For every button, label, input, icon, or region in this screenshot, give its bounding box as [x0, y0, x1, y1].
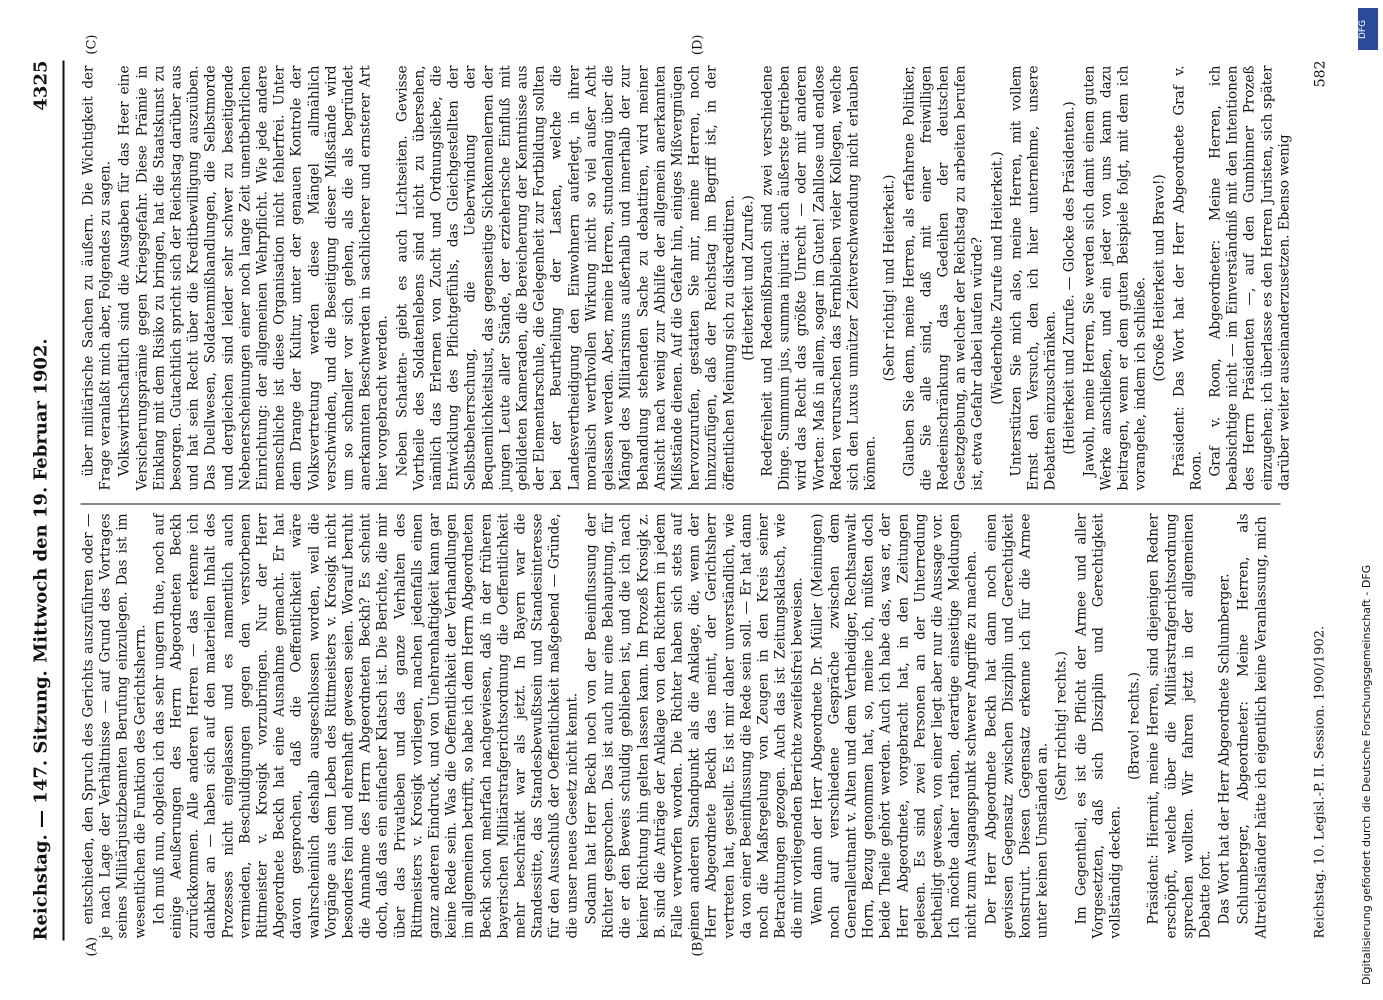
header-left: Reichstag. — 147. Sitzung.	[30, 669, 51, 940]
paragraph: Neben Schatten- giebt es auch Lichtseiten. Gewisse Vortheile des Soldatenlebens sind nicht zu übersehen, nämlich das Erlernen von Zucht und Ordnungsliebe, die Entwicklung des Pflichtgefühls, das Gleichgestellten der Selbstbeherrschung, die Ueberwindung der Bequemlichkeitslust, das gegenseitige Sichkennenlernen der jungen Leute aller Stände, der erzieherische Einfluß mit gebildeten Kameraden, die Bereicherung der Kenntnisse aus der Elementarschule, die Gelegenheit zur Fortbildung sollten bei der Beurtheilung der Lasten, welche die Landesvertheidigung den Einwohnern auferlegt, in ihrer moralisch werthvollen Wirkung nicht so viel außer Acht gelassen werden. Aber, meine Herren, stundenlang über die Mängel des Militarismus außerhalb und innerhalb der zur Behandlung stehenden Sache zu debattiren, wird meiner Ansicht nach wenig zur Abhilfe der allgemein anerkannten Mißstände dienen. Auf die Gefahr hin, einiges Mißvergnügen hervorzurufen, gestatten Sie mir, meine Herren, noch hinzuzufügen, daß der Reichstag im Begriff ist, in der öffentlichen Meinung sich zu diskreditiren.	[393, 65, 737, 490]
paragraph: Der Herr Abgeordnete Beckh hat dann noch einen gewissen Gegensatz zwischen Disziplin und Gerechtigkeit konstruirt. Diesen Gegensatz erkenne ich für die Armee unter keinen Umständen an.	[982, 513, 1051, 938]
column-divider	[80, 503, 1280, 504]
footer-left: Reichstag. 10. Legisl.-P. II. Session. 1900/1902.	[1312, 625, 1327, 938]
header-center: Mittwoch den 19. Februar 1902.	[30, 337, 51, 663]
interjection: (Sehr richtig! rechts.)	[1053, 650, 1070, 801]
header-rule	[62, 60, 64, 940]
paragraph: Schlumberger, Abgeordneter: Meine Herren, als Altreichsländer hätte ich eigentlich keine Veranlassung, mich	[1235, 513, 1269, 938]
paragraph: Das Wort hat der Herr Abgeordnete Schlumberger.	[1216, 572, 1233, 924]
interjection: (Große Heiterkeit und Bravo!)	[1151, 173, 1168, 382]
paragraph: entschieden, den Spruch des Gerichts auszuführen oder — je nach Lage der Verhältnisse — auf Grund des Vortrages seines Militärjustizbeamten Berufung einzulegen. Das ist im wesentlichen die Funktion des Gerichtsherrn.	[80, 513, 148, 938]
margin-letter-d: (D)	[690, 34, 705, 55]
footer-signature-number: 582	[1312, 60, 1328, 87]
digitization-credit: Digitalisierung gefördert durch die Deutsche Forschungsgemeinschaft - DFG	[1360, 564, 1373, 985]
paragraph: Im Gegentheil, es ist die Pflicht der Armee und aller Vorgesetzten, daß sich Disziplin und Gerechtigkeit vollständig decken.	[1072, 513, 1123, 938]
paragraph: Präsident: Das Wort hat der Herr Abgeordnete Graf v. Roon.	[1170, 65, 1204, 490]
right-column	[80, 65, 1295, 490]
paragraph: Volkswirthschaftlich sind die Ausgaben für das Heer eine Versicherungsprämie gegen Kriegsgefahr. Diese Prämie in Einklang mit dem Risiko zu bringen, hat die Staatskunst zu besorgen. Gutachtlich spricht sich der Reichstag darüber aus und hat sein Recht über die Kreditbewilligung auszuüben. Das Duellwesen, Soldatenmißhandlungen, die Selbstmorde und dergleichen sind leider sehr schwer zu beseitigende Nebenerscheinungen einer noch lange Zeit unentbehrlichen Einrichtung: der allgemeinen Wehrpflicht. Wie jede andere menschliche ist diese Organisation nicht fehlerfrei. Unter dem Drange der Kultur, unter der genauen Kontrole der Volksvertretung werden diese Mängel allmählich verschwinden, und die Beseitigung dieser Mißstände wird um so schneller vor sich gehen, als die als begründet anerkannten Beschwerden in sachlicherer und ernsterer Art hier vorgebracht werden.	[116, 65, 391, 490]
paragraph: Präsident: Hiermit, meine Herren, sind diejenigen Redner erschöpft, welche über die Militärstrafgerichtsordnung sprechen wollten. Wir fahren jetzt in der allgemeinen Debatte fort.	[1145, 513, 1213, 938]
interjection: (Sehr richtig! und Heiterkeit.)	[881, 174, 898, 381]
running-header	[30, 60, 60, 940]
margin-letter-a: (A)	[84, 936, 99, 956]
interjection: (Heiterkeit und Zurufe. — Glocke des Präsidenten.)	[1061, 100, 1078, 455]
paragraph: Graf v. Roon, Abgeordneter: Meine Herren, ich beabsichtige nicht — im Einverständniß mit den Intentionen des Herrn Präsidenten —, auf den Gumbinner Prozeß einzugehen; ich überlasse es den Herren Juristen, sich später darüber weiter auseinanderzusetzen. Ebenso wenig	[1207, 65, 1292, 490]
interjection: (Bravo! rechts.)	[1126, 671, 1143, 780]
page-number: 4325	[30, 60, 51, 111]
paragraph: Wenn dann der Herr Abgeordnete Dr. Müller (Meiningen) noch auf verschiedene Gespräche zwischen dem Generalleutnant v. Alten und dem Vertheidiger, Rechtsanwalt Horn, Bezug genommen hat, so, meine ich, müßten doch beide Theile gehört werden. Auch ich habe das, was er, der Herr Abgeordnete, vorgebracht hat, in den Zeitungen gelesen. Es sind zwei Personen an der Unterredung betheiligt gewesen, von einer liegt aber nur die Aussage vor. Ich möchte daher rathen, derartige einseitige Meldungen nicht zum Ausgangspunkt schwerer Angriffe zu machen.	[808, 513, 980, 938]
paragraph: Ich muß nun, obgleich ich das sehr ungern thue, noch auf einige Aeußerungen des Herrn Abgeordneten Beckh zurückkommen. Alle anderen Herren — das erkenne ich dankbar an — haben sich auf den materiellen Inhalt des Prozesses nicht eingelassen und es namentlich auch vermieden, Beschuldigungen gegen den verstorbenen Rittmeister v. Krosigk vorzubringen. Nur der Herr Abgeordnete Beckh hat eine Ausnahme gemacht. Er hat davon gesprochen, daß die Oeffentlichkeit wäre wahrscheinlich deshalb ausgeschlossen worden, weil die Vorgänge aus dem Leben des Rittmeisters v. Krosigk nicht besonders fein und ehrenhaft gewesen seien. Worauf beruht die Annahme des Herrn Abgeordneten Beckh? Es scheint doch, daß das ein einfacher Klatsch ist. Die Berichte, die mir über das Privatleben und das ganze Verhalten des Rittmeisters v. Krosigk vorliegen, machen jedenfalls einen ganz anderen Eindruck, und von Unehrenhaftigkeit kann gar keine Rede sein. Was die Oeffentlichkeit der Verhandlungen im allgemeinen betrifft, so habe ich dem Herrn Abgeordneten Beckh schon mehrfach nachgewiesen, daß in der früheren bayerischen Militärstrafgerichtsordnung die Oeffentlichkeit mehr beschränkt war als jetzt. In Bayern war die Standessitte, das Standesbewußtsein und Standesinteresse für den Ausschluß der Oeffentlichkeit maßgebend — Gründe, die unser neues Gesetz nicht kennt.	[150, 513, 580, 938]
digitization-sidebar	[1356, 10, 1380, 990]
margin-letter-b: (B)	[690, 936, 705, 956]
paragraph: über militärische Sachen zu äußern. Die Wichtigkeit der Frage veranlaßt mich aber, Folgendes zu sagen.	[80, 65, 114, 490]
left-column	[80, 513, 1272, 938]
paragraph: Jawohl, meine Herren, Sie werden sich damit einem guten Werke anschließen, und ein jeder von uns kann dazu beitragen, wenn er dem guten Beispiele folgt, mit dem ich vorangehe, indem ich schließe.	[1080, 65, 1149, 490]
paragraph: Redefreiheit und Redemißbrauch sind zwei verschiedene Dinge. Summum jus, summa injuria: auch äußerste getrieben wird das Recht das größte Unrecht — oder mit anderen Worten: Maß in allem, sogar im Guten! Zahllose und endlose Reden verursachen das Fernbleiben vieler Kollegen, welche sich den Luxus unnützer Zeitverschwendung nicht erlauben können.	[758, 65, 879, 490]
interjection: (Wiederholte Zurufe und Heiterkeit.)	[988, 150, 1005, 405]
paragraph: Unterstützen Sie mich also, meine Herren, mit vollem Ernst den Versuch, den ich hier unternehme, unsere Debatten einzuschränken.	[1007, 65, 1059, 490]
paragraph: Glauben Sie denn, meine Herren, als erfahrene Politiker, die Sie alle sind, daß mit einer freiwilligen Redeeinschränkung das Gedeihen der deutschen Gesetzgebung, an welcher der Reichstag zu arbeiten berufen ist, etwa Gefahr dabei laufen würde?	[900, 65, 986, 490]
margin-letter-c: (C)	[84, 34, 99, 55]
interjection: (Heiterkeit und Zurufe.)	[739, 194, 756, 361]
paragraph: Sodann hat Herr Beckh noch von der Beeinflussung der Richter gesprochen. Das ist auch nur eine Behauptung, für die er den Beweis schuldig geblieben ist, und die ich nach keiner Richtung hin gelten lassen kann. Im Prozeß Krosigk z. B. sind die Anträge der Anklage von den Richtern in jedem Falle verworfen worden. Die Richter haben sich stets auf einen anderen Standpunkt als die Anklage, die, wenn der Herr Abgeordnete Beckh das meint, der Gerichtsherr vertreten hat, gestellt. Es ist mir daher unverständlich, wie da von einer Beeinflussung die Rede sein soll. — Er hat dann noch die Maßregelung von Zeugen in den Kreis seiner Betrachtungen gezogen. Auch das ist Zeitungsklatsch, wie die mir vorliegenden Berichte zweifelsfrei beweisen.	[582, 513, 806, 938]
dfg-logo: DFG	[1358, 8, 1378, 50]
